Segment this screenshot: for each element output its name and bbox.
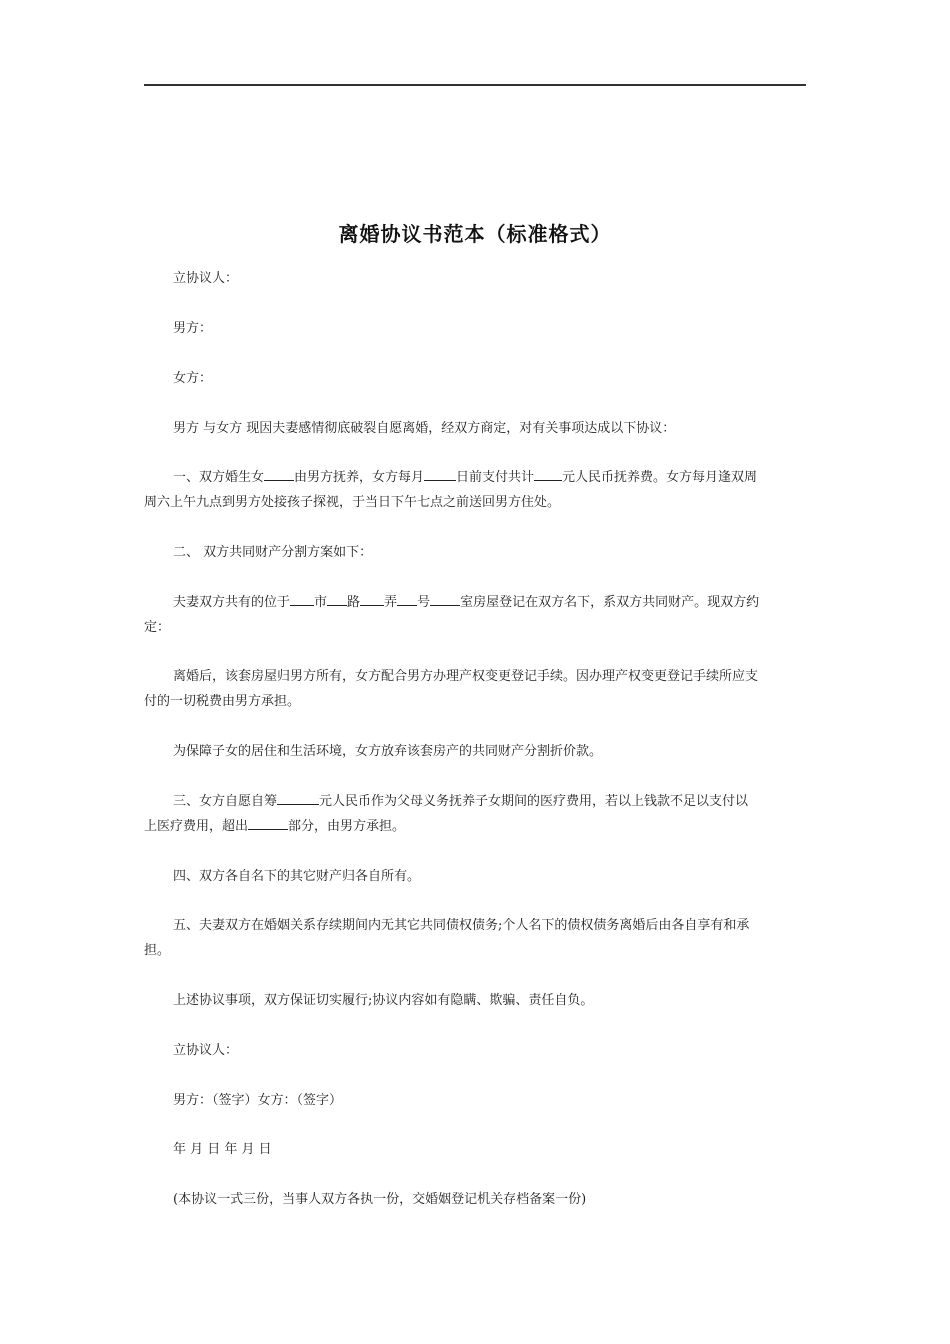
clause-1-line-1 [173, 465, 808, 490]
clause-3-text-a: 三、女方自愿自筹 [173, 794, 278, 809]
clause-1-text-a: 一、双方婚生女 [173, 470, 265, 485]
property-line-2: 定： [144, 620, 171, 635]
children-housing-paragraph: 为保障子女的居住和生活环境，女方放弃该套房产的共同财产分割折价款。 [173, 744, 603, 759]
copies-note: (本协议一式三份，当事人双方各执一份，交婚姻登记机关存档备案一份) [173, 1192, 587, 1207]
clause-4: 四、双方各自名下的其它财产归各自所有。 [173, 869, 421, 884]
clause-1-text-d: 元人民币抚养费。女方每月逢双周 [562, 470, 758, 485]
property-text-c: 路 [347, 595, 361, 610]
clause-3-text-d: 部分，由男方承担。 [288, 819, 406, 834]
clause-2-heading: 二、 双方共同财产分割方案如下： [173, 545, 373, 560]
party-heading: 立协议人： [173, 271, 239, 286]
clause-3-text-b: 元人民币作为父母义务抚养子女期间的医疗费用，若以上钱款不足以支付以 [319, 794, 749, 809]
intro-paragraph: 男方 与女方 现因夫妻感情彻底破裂自愿离婚，经双方商定，对有关事项达成以下协议： [173, 421, 676, 436]
blank-field [248, 816, 288, 830]
after-divorce-line-2: 付的一切税费由男方承担。 [144, 694, 301, 709]
clause-1-text-c: 日前支付共计 [456, 470, 535, 485]
blank-field [424, 467, 456, 481]
clause-5-line-1: 五、夫妻双方在婚姻关系存续期间内无其它共同债权债务;个人名下的债权债务离婚后由各自享有和承 [173, 918, 750, 933]
property-text-a: 夫妻双方共有的位于 [173, 595, 291, 610]
blank-field [277, 791, 319, 805]
clause-3-line-2 [144, 814, 808, 839]
blank-field [290, 592, 314, 606]
property-text-d: 弄 [384, 595, 398, 610]
blank-field [397, 592, 417, 606]
blank-field [327, 592, 347, 606]
clause-1-text-b: 由男方抚养，女方每月 [294, 470, 425, 485]
blank-field [360, 592, 384, 606]
clause-3-line-1 [173, 789, 808, 814]
female-party-label: 女方： [173, 371, 213, 386]
property-text-b: 市 [314, 595, 328, 610]
property-text-e: 号 [417, 595, 431, 610]
header-rule [144, 84, 806, 86]
blank-field [534, 467, 562, 481]
signature-heading: 立协议人： [173, 1043, 239, 1058]
after-divorce-line-1: 离婚后，该套房屋归男方所有，女方配合男方办理产权变更登记手续。因办理产权变更登记手续所应支 [173, 669, 759, 684]
blank-field [264, 467, 294, 481]
document-title: 离婚协议书范本（标准格式） [338, 222, 612, 246]
male-party-label: 男方： [173, 321, 213, 336]
property-text-f: 室房屋登记在双方名下，系双方共同财产。现双方约 [460, 595, 760, 610]
blank-field [430, 592, 460, 606]
guarantee-paragraph: 上述协议事项，双方保证切实履行;协议内容如有隐瞒、欺骗、责任自负。 [173, 993, 594, 1008]
clause-5-line-2: 担。 [144, 943, 171, 958]
date-line: 年 月 日 年 月 日 [173, 1142, 272, 1157]
property-line-1 [173, 590, 808, 615]
clause-1-line-2: 周六上午九点到男方处接孩子探视，于当日下午七点之前送回男方住处。 [144, 495, 561, 510]
signature-line: 男方：（签字）女方：（签字） [173, 1093, 343, 1108]
clause-3-text-c: 上医疗费用，超出 [144, 819, 249, 834]
